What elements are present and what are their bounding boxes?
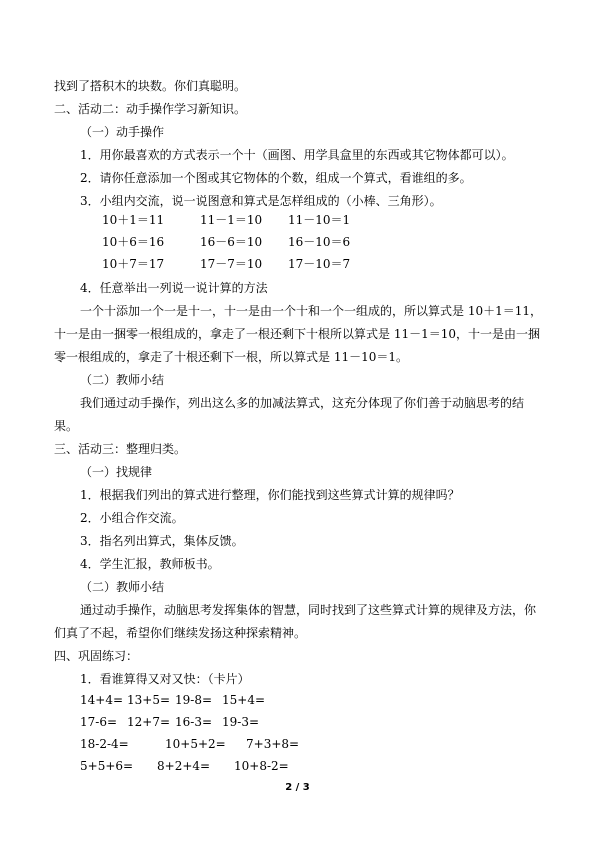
text-line: 们真了不起，希望你们继续发扬这种探索精神。: [54, 626, 307, 640]
exercise: 10+5+2=: [165, 737, 226, 751]
text-line: 零一根组成的，拿走了十根还剩下一根，所以算式是 11－10＝1。: [54, 350, 408, 364]
exercise: 10+8-2=: [234, 759, 289, 773]
exercise: 15+4=: [222, 693, 266, 707]
exercise: 19-3=: [222, 715, 260, 729]
equation: 16－6＝10: [200, 235, 263, 249]
equation: 10＋7＝17: [102, 257, 165, 271]
equation: 10＋1＝11: [102, 213, 165, 227]
exercise: 12+7=: [127, 715, 171, 729]
section-heading: 三、活动三：整理归类。: [54, 442, 187, 456]
page-number: 2 / 3: [285, 782, 310, 793]
list-item: 1．根据我们列出的算式进行整理，你们能找到这些算式计算的规律吗？: [80, 488, 460, 502]
subsection-heading: （一）动手操作: [80, 125, 165, 139]
exercise: 7+3+8=: [246, 737, 300, 751]
list-item: 1．用你最喜欢的方式表示一个十（画图、用学具盒里的东西或其它物体都可以）。: [80, 148, 514, 162]
exercise: 16-3=: [175, 715, 213, 729]
section-heading: 二、活动二：动手操作学习新知识。: [54, 102, 247, 116]
section-heading: 四、巩固练习：: [54, 649, 139, 663]
subsection-heading: （二）教师小结: [80, 580, 165, 594]
list-item: 2．小组合作交流。: [80, 511, 184, 525]
exercise: 13+5=: [127, 693, 171, 707]
list-item: 1．看谁算得又对又快：（卡片）: [80, 672, 250, 686]
list-item: 4．学生汇报，教师板书。: [80, 557, 220, 571]
exercise: 19-8=: [175, 693, 213, 707]
text-line: 一个十添加一个一是十一，十一是由一个十和一个一组成的，所以算式是 10＋1＝11，: [80, 304, 542, 318]
exercise: 17-6=: [80, 715, 118, 729]
text-line: 十一是由一捆零一根组成的，拿走了一根还剩下十根所以算式是 11－1＝10，十一是由一捆: [54, 327, 540, 341]
equation: 17－7＝10: [200, 257, 263, 271]
subsection-heading: （一）找规律: [80, 465, 153, 479]
text-line: 果。: [54, 419, 79, 433]
subsection-heading: （二）教师小结: [80, 373, 165, 387]
text-line: 通过动手操作，动脑思考发挥集体的智慧，同时找到了这些算式计算的规律及方法，你: [80, 603, 537, 617]
text-line: 我们通过动手操作，列出这么多的加减法算式，这充分体现了你们善于动脑思考的结: [80, 396, 525, 410]
equation: 16－10＝6: [288, 235, 351, 249]
list-item: 4．任意举出一列说一说计算的方法: [80, 281, 268, 295]
text-line: 找到了搭积木的块数。你们真聪明。: [54, 79, 247, 93]
exercise: 8+2+4=: [157, 759, 211, 773]
equation: 10＋6＝16: [102, 235, 165, 249]
equation: 11－10＝1: [288, 213, 351, 227]
list-item: 2．请你任意添加一个图或其它物体的个数，组成一个算式，看谁组的多。: [80, 171, 472, 185]
exercise: 18-2-4=: [80, 737, 129, 751]
list-item: 3．小组内交流，说一说图意和算式是怎样组成的（小棒、三角形）。: [80, 194, 442, 208]
equation: 17－10＝7: [288, 257, 351, 271]
exercise: 14+4=: [80, 693, 124, 707]
equation: 11－1＝10: [200, 213, 263, 227]
list-item: 3．指名列出算式，集体反馈。: [80, 534, 244, 548]
exercise: 5+5+6=: [80, 759, 134, 773]
